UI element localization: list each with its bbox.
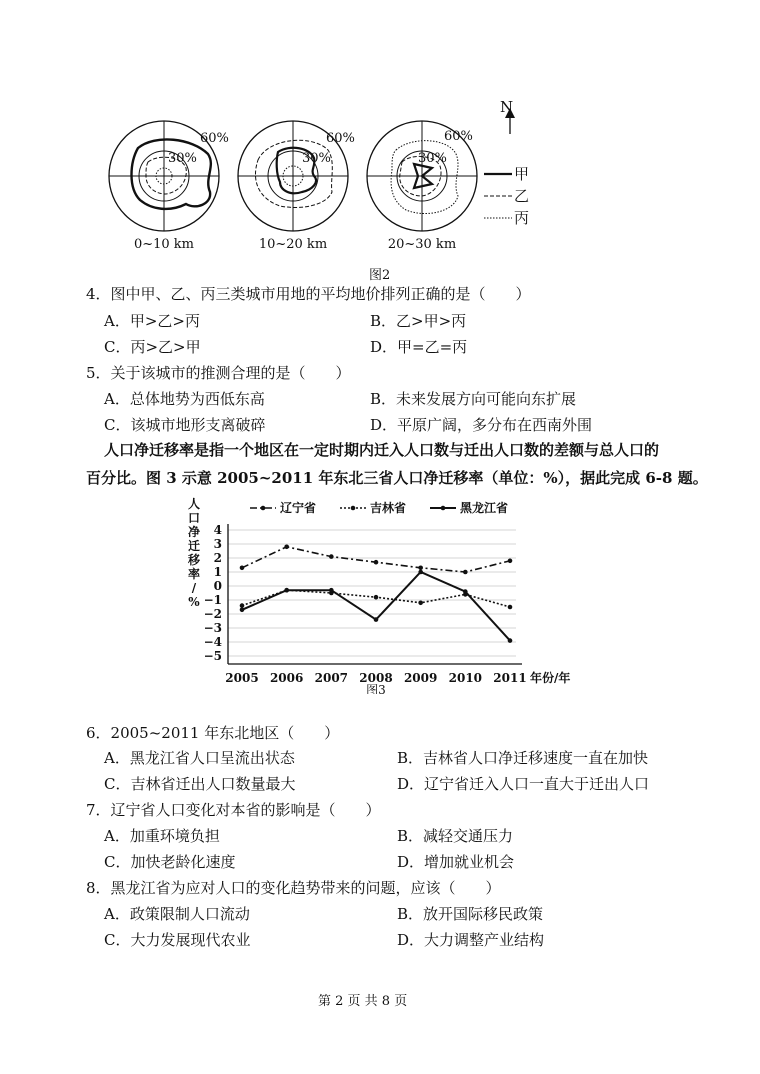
ring-60-label: 60% [444, 129, 473, 144]
data-point [508, 605, 513, 610]
q6-option-d: D．辽宁省迁入人口一直大于迁出人口 [397, 775, 650, 793]
series-line-黑龙江省 [242, 572, 510, 641]
page-footer: 第 2 页 共 8 页 [318, 994, 408, 1009]
legend-bing: 丙 [514, 209, 530, 227]
q4-option-d: D．甲=乙=丙 [370, 338, 468, 356]
ring-60-label: 60% [326, 131, 355, 146]
data-point [374, 560, 379, 565]
data-point [284, 545, 289, 550]
y-tick-label: 3 [213, 537, 222, 551]
panel-3-label: 20~30 km [387, 237, 457, 252]
q5-option-b: B．未来发展方向可能向东扩展 [370, 390, 577, 408]
q6-option-b: B．吉林省人口净迁移速度一直在加快 [397, 749, 649, 767]
legend-label: 吉林省 [370, 501, 407, 515]
q6-option-a: A．黑龙江省人口呈流出状态 [104, 749, 295, 767]
data-point [508, 638, 513, 643]
y-axis-label-char: 率 [187, 567, 201, 581]
data-point [329, 554, 334, 559]
y-axis-label-char: 净 [187, 525, 201, 539]
x-tick-label: 2010 [448, 671, 483, 685]
y-axis-label-char: % [188, 595, 200, 609]
data-point [240, 603, 245, 608]
q8-option-d: D．大力调整产业结构 [397, 931, 545, 949]
data-point [463, 589, 468, 594]
data-point [418, 601, 423, 606]
y-tick-label: −4 [203, 635, 222, 649]
x-tick-label: 2009 [403, 671, 438, 685]
figure2-legend [484, 165, 529, 227]
data-point [418, 570, 423, 575]
question-7-stem: 7．辽宁省人口变化对本省的影响是（ ） [86, 801, 381, 819]
q5-option-c: C．该城市地形支离破碎 [104, 416, 266, 434]
q8-option-c: C．大力发展现代农业 [104, 931, 251, 949]
data-point [240, 608, 245, 613]
x-tick-label: 2005 [225, 671, 259, 685]
legend-marker [441, 506, 446, 511]
data-point [418, 566, 423, 571]
y-axis-label-char: 迁 [187, 539, 201, 553]
q8-option-b: B．放开国际移民政策 [397, 905, 544, 923]
q5-option-a: A．总体地势为西低东高 [104, 390, 265, 408]
x-axis-label: 年份/年 [530, 671, 571, 685]
q7-option-a: A．加重环境负担 [104, 827, 220, 845]
intro-line-2: 百分比。图 3 示意 2005~2011 年东北三省人口净迁移率（单位：%），据此完成 6-8 题。 [86, 469, 708, 487]
data-point [463, 570, 468, 575]
y-axis-label-char: 移 [187, 553, 201, 567]
series-line-辽宁省 [242, 547, 510, 572]
data-point [240, 566, 245, 571]
y-tick-label: 2 [213, 551, 222, 565]
x-tick-label: 2011 [493, 671, 527, 685]
y-tick-label: −3 [203, 621, 222, 635]
legend-yi: 乙 [514, 187, 530, 205]
y-tick-label: −2 [203, 607, 222, 621]
x-tick-label: 2006 [269, 671, 304, 685]
ring-60-label: 60% [200, 131, 229, 146]
question-6-stem: 6．2005~2011 年东北地区（ ） [86, 724, 340, 742]
figure-3-caption: 图3 [366, 683, 386, 694]
panel-2-label: 10~20 km [258, 237, 328, 252]
figure-3-chart [180, 494, 580, 694]
y-axis-label-char: / [191, 581, 197, 595]
legend-jia: 甲 [514, 165, 530, 183]
question-8-stem: 8．黑龙江省为应对人口的变化趋势带来的问题，应该（ ） [86, 879, 501, 897]
data-point [284, 588, 289, 593]
ring-30-label: 30% [302, 151, 331, 166]
q7-option-b: B．减轻交通压力 [397, 827, 514, 845]
panel-1-label: 0~10 km [133, 237, 195, 252]
y-tick-label: 0 [213, 579, 222, 593]
figure-2 [100, 96, 540, 266]
north-arrow-icon [500, 98, 515, 134]
y-tick-label: −5 [203, 649, 222, 663]
north-label: N [500, 98, 514, 116]
q6-option-c: C．吉林省迁出人口数量最大 [104, 775, 296, 793]
q4-option-c: C．丙>乙>甲 [104, 338, 201, 356]
legend-marker [351, 506, 356, 511]
y-tick-label: 4 [213, 523, 222, 537]
y-axis-label-char: 口 [187, 511, 201, 525]
q7-option-d: D．增加就业机会 [397, 853, 515, 871]
legend-marker [261, 506, 266, 511]
figure-2-caption: 图2 [369, 268, 391, 283]
ring-30-label: 30% [418, 151, 447, 166]
data-point [374, 595, 379, 600]
q5-option-d: D．平原广阔，多分布在西南外围 [370, 416, 593, 434]
data-point [329, 588, 334, 593]
y-axis-label-char: 人 [187, 497, 201, 511]
y-tick-label: 1 [213, 565, 222, 579]
x-tick-label: 2007 [314, 671, 349, 685]
q8-option-a: A．政策限制人口流动 [104, 905, 250, 923]
ring-30-label: 30% [168, 151, 197, 166]
question-4-stem: 4．图中甲、乙、丙三类城市用地的平均地价排列正确的是（ ） [86, 285, 531, 303]
y-tick-label: −1 [203, 593, 222, 607]
data-point [374, 617, 379, 622]
data-point [508, 559, 513, 564]
q4-option-b: B．乙>甲>丙 [370, 312, 467, 330]
legend-label: 黑龙江省 [460, 501, 509, 515]
question-5-stem: 5．关于该城市的推测合理的是（ ） [86, 364, 351, 382]
x-tick-label: 2008 [359, 671, 393, 685]
legend-label: 辽宁省 [280, 501, 317, 515]
intro-line-1: 人口净迁移率是指一个地区在一定时期内迁入人口数与迁出人口数的差额与总人口的 [104, 441, 660, 459]
q4-option-a: A．甲>乙>丙 [104, 312, 200, 330]
q7-option-c: C．加快老龄化速度 [104, 853, 236, 871]
